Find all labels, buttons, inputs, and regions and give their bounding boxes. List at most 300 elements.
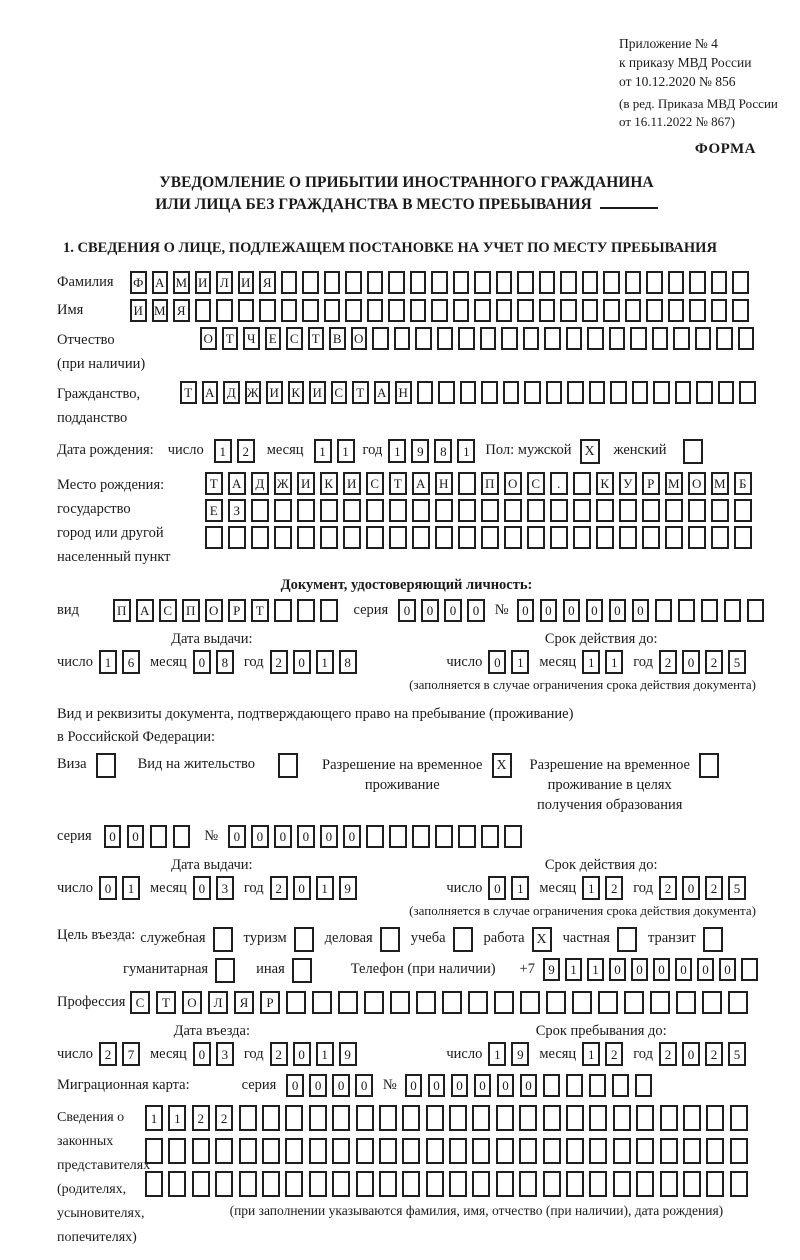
char-cell[interactable] (274, 599, 292, 622)
char-cell[interactable] (642, 499, 660, 522)
char-cell[interactable] (527, 499, 545, 522)
char-cell[interactable]: Д (223, 381, 240, 404)
purpose-private-checkbox[interactable] (617, 927, 637, 952)
char-cell[interactable]: 8 (216, 650, 234, 674)
char-cell[interactable] (619, 526, 637, 549)
char-cell[interactable]: 1 (122, 876, 140, 900)
char-cell[interactable]: 1 (99, 650, 117, 674)
char-cell[interactable] (572, 991, 592, 1014)
char-cell[interactable] (281, 271, 298, 294)
char-cell[interactable] (630, 327, 647, 350)
purpose-other-checkbox[interactable] (292, 958, 312, 983)
char-cell[interactable] (431, 299, 448, 322)
char-cell[interactable] (410, 271, 427, 294)
char-cell[interactable]: К (288, 381, 305, 404)
char-cell[interactable] (458, 825, 476, 848)
char-cell[interactable]: И (343, 472, 361, 495)
male-checkbox[interactable]: X (580, 439, 600, 464)
char-cell[interactable] (412, 825, 430, 848)
char-cell[interactable]: 0 (193, 650, 211, 674)
char-cell[interactable]: 2 (705, 650, 723, 674)
char-cell[interactable] (302, 299, 319, 322)
char-cell[interactable] (356, 1105, 374, 1131)
char-cell[interactable] (251, 499, 269, 522)
char-cell[interactable] (168, 1171, 186, 1197)
char-cell[interactable]: 0 (99, 876, 117, 900)
char-cell[interactable] (412, 499, 430, 522)
char-cell[interactable]: 0 (355, 1074, 373, 1097)
char-cell[interactable] (596, 499, 614, 522)
char-cell[interactable] (309, 1105, 327, 1131)
char-cell[interactable] (610, 381, 627, 404)
char-cell[interactable]: 2 (605, 1042, 623, 1066)
char-cell[interactable]: 0 (682, 1042, 700, 1066)
char-cell[interactable] (706, 1138, 724, 1164)
char-cell[interactable]: И (130, 299, 147, 322)
char-cell[interactable]: П (182, 599, 200, 622)
char-cell[interactable] (550, 499, 568, 522)
char-cell[interactable]: 3 (216, 876, 234, 900)
char-cell[interactable]: М (711, 472, 729, 495)
char-cell[interactable] (539, 271, 556, 294)
char-cell[interactable] (566, 327, 583, 350)
char-cell[interactable]: А (228, 472, 246, 495)
char-cell[interactable] (494, 991, 514, 1014)
char-cell[interactable] (613, 1171, 631, 1197)
char-cell[interactable]: 0 (488, 650, 506, 674)
char-cell[interactable]: 8 (339, 650, 357, 674)
char-cell[interactable]: 0 (682, 876, 700, 900)
char-cell[interactable]: Т (389, 472, 407, 495)
char-cell[interactable]: 1 (582, 876, 600, 900)
char-cell[interactable]: 1 (457, 439, 475, 463)
char-cell[interactable] (668, 271, 685, 294)
char-cell[interactable] (587, 327, 604, 350)
char-cell[interactable]: 2 (705, 1042, 723, 1066)
char-cell[interactable]: Р (260, 991, 280, 1014)
char-cell[interactable] (388, 271, 405, 294)
char-cell[interactable]: 2 (99, 1042, 117, 1066)
temp-residence-checkbox[interactable]: X (492, 753, 512, 778)
char-cell[interactable] (550, 526, 568, 549)
char-cell[interactable] (345, 271, 362, 294)
char-cell[interactable] (504, 526, 522, 549)
char-cell[interactable] (437, 327, 454, 350)
char-cell[interactable] (624, 991, 644, 1014)
char-cell[interactable] (625, 271, 642, 294)
char-cell[interactable] (412, 526, 430, 549)
char-cell[interactable] (653, 381, 670, 404)
char-cell[interactable] (546, 991, 566, 1014)
char-cell[interactable] (402, 1138, 420, 1164)
char-cell[interactable]: О (205, 599, 223, 622)
char-cell[interactable]: 0 (609, 599, 627, 622)
char-cell[interactable] (458, 327, 475, 350)
char-cell[interactable]: 2 (192, 1105, 210, 1131)
char-cell[interactable] (711, 299, 728, 322)
char-cell[interactable]: 2 (270, 876, 288, 900)
char-cell[interactable] (689, 271, 706, 294)
char-cell[interactable] (741, 958, 758, 981)
purpose-study-checkbox[interactable] (453, 927, 473, 952)
char-cell[interactable]: 0 (632, 599, 650, 622)
char-cell[interactable] (732, 299, 749, 322)
char-cell[interactable]: А (374, 381, 391, 404)
char-cell[interactable] (379, 1105, 397, 1131)
char-cell[interactable] (262, 1171, 280, 1197)
char-cell[interactable] (688, 499, 706, 522)
char-cell[interactable] (546, 381, 563, 404)
char-cell[interactable]: 0 (586, 599, 604, 622)
char-cell[interactable]: 0 (497, 1074, 515, 1097)
char-cell[interactable] (394, 327, 411, 350)
char-cell[interactable]: Т (251, 599, 269, 622)
char-cell[interactable] (449, 1105, 467, 1131)
char-cell[interactable] (259, 299, 276, 322)
char-cell[interactable]: О (351, 327, 368, 350)
char-cell[interactable] (324, 299, 341, 322)
char-cell[interactable] (523, 327, 540, 350)
char-cell[interactable] (343, 499, 361, 522)
char-cell[interactable] (589, 381, 606, 404)
char-cell[interactable]: 5 (728, 1042, 746, 1066)
char-cell[interactable]: У (619, 472, 637, 495)
char-cell[interactable] (646, 271, 663, 294)
char-cell[interactable] (573, 499, 591, 522)
char-cell[interactable] (389, 499, 407, 522)
char-cell[interactable] (389, 526, 407, 549)
char-cell[interactable]: П (481, 472, 499, 495)
char-cell[interactable] (689, 299, 706, 322)
char-cell[interactable] (302, 271, 319, 294)
char-cell[interactable] (453, 271, 470, 294)
char-cell[interactable] (239, 1171, 257, 1197)
char-cell[interactable]: 0 (421, 599, 439, 622)
char-cell[interactable] (519, 1171, 537, 1197)
char-cell[interactable] (520, 991, 540, 1014)
char-cell[interactable]: Ч (243, 327, 260, 350)
char-cell[interactable]: 0 (104, 825, 122, 848)
char-cell[interactable] (589, 1171, 607, 1197)
char-cell[interactable] (636, 1171, 654, 1197)
purpose-official-checkbox[interactable] (213, 927, 233, 952)
char-cell[interactable]: С (286, 327, 303, 350)
char-cell[interactable] (281, 299, 298, 322)
purpose-tourism-checkbox[interactable] (294, 927, 314, 952)
char-cell[interactable] (609, 327, 626, 350)
char-cell[interactable]: 0 (451, 1074, 469, 1097)
char-cell[interactable] (501, 327, 518, 350)
char-cell[interactable] (573, 526, 591, 549)
char-cell[interactable]: И (309, 381, 326, 404)
char-cell[interactable]: 0 (332, 1074, 350, 1097)
char-cell[interactable] (660, 1171, 678, 1197)
char-cell[interactable] (635, 1074, 653, 1097)
char-cell[interactable] (603, 271, 620, 294)
char-cell[interactable] (496, 1138, 514, 1164)
char-cell[interactable]: А (136, 599, 154, 622)
char-cell[interactable] (389, 825, 407, 848)
char-cell[interactable] (481, 526, 499, 549)
char-cell[interactable]: 0 (682, 650, 700, 674)
char-cell[interactable] (739, 381, 756, 404)
char-cell[interactable]: 2 (659, 876, 677, 900)
char-cell[interactable]: 0 (127, 825, 145, 848)
char-cell[interactable] (367, 271, 384, 294)
char-cell[interactable]: 0 (467, 599, 485, 622)
char-cell[interactable] (673, 327, 690, 350)
char-cell[interactable]: 0 (293, 650, 311, 674)
char-cell[interactable]: 0 (540, 599, 558, 622)
char-cell[interactable] (458, 526, 476, 549)
purpose-transit-checkbox[interactable] (703, 927, 723, 952)
char-cell[interactable] (285, 1171, 303, 1197)
char-cell[interactable]: 0 (488, 876, 506, 900)
char-cell[interactable]: 0 (609, 958, 626, 981)
char-cell[interactable]: 1 (511, 650, 529, 674)
char-cell[interactable] (582, 299, 599, 322)
char-cell[interactable]: 2 (270, 1042, 288, 1066)
char-cell[interactable] (215, 1171, 233, 1197)
char-cell[interactable] (668, 299, 685, 322)
char-cell[interactable] (589, 1138, 607, 1164)
char-cell[interactable] (474, 271, 491, 294)
char-cell[interactable] (701, 599, 719, 622)
char-cell[interactable]: Т (222, 327, 239, 350)
char-cell[interactable]: С (527, 472, 545, 495)
char-cell[interactable] (366, 825, 384, 848)
char-cell[interactable] (683, 1138, 701, 1164)
char-cell[interactable] (388, 299, 405, 322)
char-cell[interactable] (734, 526, 752, 549)
char-cell[interactable] (560, 299, 577, 322)
char-cell[interactable]: 1 (511, 876, 529, 900)
char-cell[interactable]: 5 (728, 876, 746, 900)
char-cell[interactable] (472, 1171, 490, 1197)
char-cell[interactable] (309, 1171, 327, 1197)
char-cell[interactable]: Т (308, 327, 325, 350)
char-cell[interactable] (646, 299, 663, 322)
char-cell[interactable]: 0 (444, 599, 462, 622)
char-cell[interactable] (390, 991, 410, 1014)
char-cell[interactable] (652, 327, 669, 350)
char-cell[interactable] (683, 1171, 701, 1197)
purpose-humanitarian-checkbox[interactable] (215, 958, 235, 983)
char-cell[interactable]: 0 (343, 825, 361, 848)
char-cell[interactable]: А (152, 271, 169, 294)
char-cell[interactable]: О (504, 472, 522, 495)
char-cell[interactable] (458, 499, 476, 522)
char-cell[interactable]: К (320, 472, 338, 495)
char-cell[interactable]: 9 (511, 1042, 529, 1066)
char-cell[interactable] (192, 1171, 210, 1197)
char-cell[interactable]: Ж (274, 472, 292, 495)
char-cell[interactable]: 0 (293, 876, 311, 900)
char-cell[interactable] (426, 1105, 444, 1131)
char-cell[interactable]: Р (642, 472, 660, 495)
char-cell[interactable] (251, 526, 269, 549)
char-cell[interactable]: 1 (565, 958, 582, 981)
char-cell[interactable] (442, 991, 462, 1014)
char-cell[interactable] (379, 1171, 397, 1197)
char-cell[interactable] (356, 1138, 374, 1164)
char-cell[interactable]: М (173, 271, 190, 294)
temp-residence-edu-checkbox[interactable] (699, 753, 719, 778)
char-cell[interactable] (517, 271, 534, 294)
char-cell[interactable] (696, 381, 713, 404)
char-cell[interactable]: 1 (314, 439, 332, 463)
char-cell[interactable] (474, 299, 491, 322)
char-cell[interactable] (519, 1138, 537, 1164)
char-cell[interactable]: О (182, 991, 202, 1014)
char-cell[interactable]: Я (234, 991, 254, 1014)
char-cell[interactable]: В (329, 327, 346, 350)
char-cell[interactable] (650, 991, 670, 1014)
char-cell[interactable] (724, 599, 742, 622)
char-cell[interactable] (274, 499, 292, 522)
char-cell[interactable] (543, 1105, 561, 1131)
char-cell[interactable]: 2 (605, 876, 623, 900)
char-cell[interactable] (145, 1171, 163, 1197)
char-cell[interactable] (297, 599, 315, 622)
char-cell[interactable]: Е (205, 499, 223, 522)
char-cell[interactable]: И (238, 271, 255, 294)
char-cell[interactable]: Т (156, 991, 176, 1014)
char-cell[interactable] (566, 1138, 584, 1164)
char-cell[interactable] (560, 271, 577, 294)
char-cell[interactable] (274, 526, 292, 549)
char-cell[interactable]: 1 (316, 650, 334, 674)
char-cell[interactable] (589, 1074, 607, 1097)
char-cell[interactable] (613, 1138, 631, 1164)
char-cell[interactable] (262, 1138, 280, 1164)
char-cell[interactable] (320, 526, 338, 549)
purpose-business-checkbox[interactable] (380, 927, 400, 952)
char-cell[interactable] (544, 327, 561, 350)
char-cell[interactable]: С (331, 381, 348, 404)
char-cell[interactable] (716, 327, 733, 350)
char-cell[interactable] (632, 381, 649, 404)
char-cell[interactable] (732, 271, 749, 294)
char-cell[interactable] (747, 599, 765, 622)
char-cell[interactable]: Е (265, 327, 282, 350)
char-cell[interactable]: С (130, 991, 150, 1014)
char-cell[interactable] (168, 1138, 186, 1164)
char-cell[interactable]: 7 (122, 1042, 140, 1066)
char-cell[interactable] (426, 1171, 444, 1197)
char-cell[interactable] (312, 991, 332, 1014)
char-cell[interactable] (285, 1105, 303, 1131)
char-cell[interactable] (734, 499, 752, 522)
char-cell[interactable]: П (113, 599, 131, 622)
char-cell[interactable]: 1 (337, 439, 355, 463)
char-cell[interactable] (332, 1105, 350, 1131)
char-cell[interactable]: 1 (168, 1105, 186, 1131)
char-cell[interactable]: 1 (145, 1105, 163, 1131)
char-cell[interactable]: 3 (216, 1042, 234, 1066)
char-cell[interactable] (711, 271, 728, 294)
char-cell[interactable]: 0 (274, 825, 292, 848)
char-cell[interactable]: 0 (398, 599, 416, 622)
char-cell[interactable]: 9 (339, 1042, 357, 1066)
char-cell[interactable]: 0 (286, 1074, 304, 1097)
char-cell[interactable] (438, 381, 455, 404)
char-cell[interactable] (481, 825, 499, 848)
char-cell[interactable] (519, 1105, 537, 1131)
char-cell[interactable] (527, 526, 545, 549)
char-cell[interactable]: Л (216, 271, 233, 294)
char-cell[interactable] (665, 526, 683, 549)
char-cell[interactable]: Н (435, 472, 453, 495)
char-cell[interactable] (660, 1138, 678, 1164)
char-cell[interactable] (524, 381, 541, 404)
char-cell[interactable] (566, 1074, 584, 1097)
char-cell[interactable] (625, 299, 642, 322)
char-cell[interactable] (718, 381, 735, 404)
char-cell[interactable]: 0 (653, 958, 670, 981)
char-cell[interactable]: И (297, 472, 315, 495)
char-cell[interactable]: 0 (631, 958, 648, 981)
char-cell[interactable] (480, 327, 497, 350)
char-cell[interactable] (566, 1171, 584, 1197)
char-cell[interactable]: 8 (434, 439, 452, 463)
char-cell[interactable]: И (195, 271, 212, 294)
char-cell[interactable]: Ф (130, 271, 147, 294)
char-cell[interactable] (472, 1138, 490, 1164)
char-cell[interactable]: Я (173, 299, 190, 322)
char-cell[interactable] (675, 381, 692, 404)
char-cell[interactable] (711, 499, 729, 522)
char-cell[interactable] (636, 1105, 654, 1131)
char-cell[interactable] (642, 526, 660, 549)
char-cell[interactable]: 0 (719, 958, 736, 981)
char-cell[interactable]: Т (205, 472, 223, 495)
char-cell[interactable] (589, 1105, 607, 1131)
char-cell[interactable]: 1 (214, 439, 232, 463)
char-cell[interactable]: 0 (297, 825, 315, 848)
char-cell[interactable]: 6 (122, 650, 140, 674)
char-cell[interactable] (472, 1105, 490, 1131)
char-cell[interactable] (402, 1105, 420, 1131)
char-cell[interactable] (238, 299, 255, 322)
purpose-work-checkbox[interactable]: X (532, 927, 552, 952)
char-cell[interactable] (730, 1171, 748, 1197)
char-cell[interactable]: Т (352, 381, 369, 404)
char-cell[interactable]: 2 (237, 439, 255, 463)
char-cell[interactable]: 9 (339, 876, 357, 900)
char-cell[interactable] (205, 526, 223, 549)
char-cell[interactable] (730, 1138, 748, 1164)
char-cell[interactable] (458, 472, 476, 495)
char-cell[interactable] (612, 1074, 630, 1097)
char-cell[interactable] (410, 299, 427, 322)
char-cell[interactable]: О (200, 327, 217, 350)
char-cell[interactable] (496, 1105, 514, 1131)
char-cell[interactable] (366, 499, 384, 522)
char-cell[interactable] (367, 299, 384, 322)
char-cell[interactable]: 2 (215, 1105, 233, 1131)
char-cell[interactable] (517, 299, 534, 322)
char-cell[interactable] (468, 991, 488, 1014)
char-cell[interactable] (366, 526, 384, 549)
char-cell[interactable]: 0 (697, 958, 714, 981)
char-cell[interactable]: 0 (293, 1042, 311, 1066)
female-checkbox[interactable] (683, 439, 703, 464)
char-cell[interactable]: С (159, 599, 177, 622)
char-cell[interactable] (285, 1138, 303, 1164)
char-cell[interactable]: 0 (675, 958, 692, 981)
char-cell[interactable]: 1 (488, 1042, 506, 1066)
